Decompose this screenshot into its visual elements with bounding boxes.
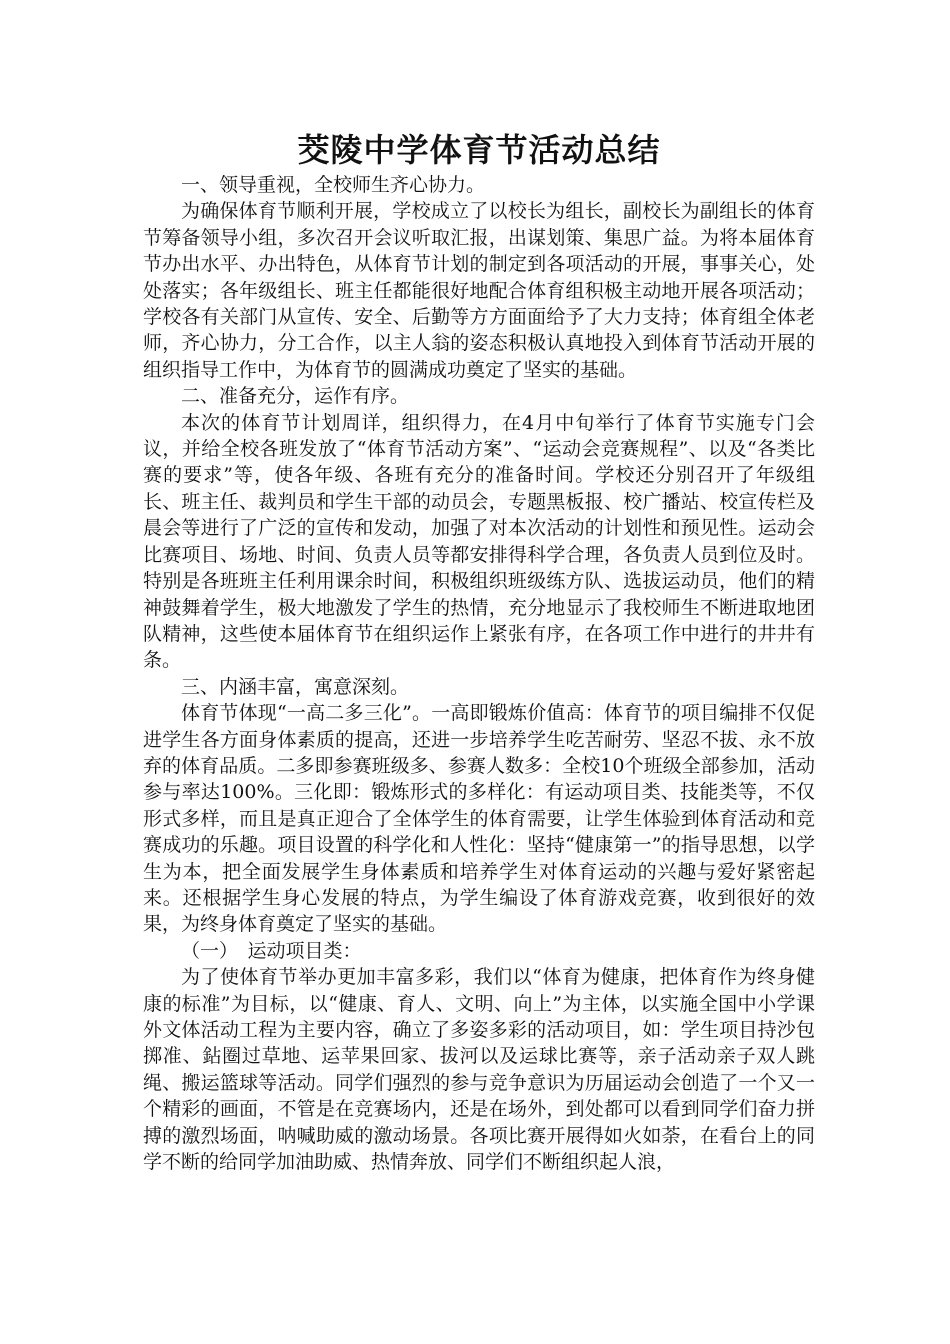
section-heading-3: 三、内涵丰富，寓意深刻。 (181, 675, 410, 698)
document-title: 茭陵中学体育节活动总结 (297, 131, 661, 169)
section-heading-1: 一、领导重视，全校师生齐心协力。 (181, 174, 486, 196)
section-heading-2: 二、准备充分，运作有序。 (181, 385, 410, 408)
paragraph-2: 本次的体育节计划周详，组织得力，在4月中旬举行了体育节实施专门会议，并给全校各班发放了“体育节活动方案”、“运动会竞赛规程”、以及“各类比赛的要求”等，使各年级、各班有充分的准备时间。学校还分别召开了年级组长、班主任、裁判员和学生干部的动员会，专题黑板报、校广播站、校宣传栏及晨会等进行了广泛的宣传和发动，加强了对本次活动的计划性和预见性。运动会比赛项目、场地、时间、负责人员等都安排得科学合理，各负责人员到位及时。特别是各班班主任利用课余时间，积极组织班级练方队、选拔运动员，他们的精神鼓舞着学生，极大地激发了学生的热情，充分地显示了我校师生不断进取地团队精神，这些使本届体育节在组织运作上紧张有序，在各项工作中进行的井井有条。 (143, 411, 815, 672)
paragraph-1: 为确保体育节顺利开展，学校成立了以校长为组长，副校长为副组长的体育节筹备领导小组，多次召开会议听取汇报，出谋划策、集思广益。为将本届体育节办出水平、办出特色，从体育节计划的制定到各项活动的开展，事事关心，处处落实；各年级组长、班主任都能很好地配合体育组积极主动地开展各项活动；学校各有关部门从宣传、安全、后勤等方方面面给予了大力支持；体育组全体老师，齐心协力，分工合作，以主人翁的姿态积极认真地投入到体育节活动开展的组织指导工作中，为体育节的圆满成功奠定了坚实的基础。 (143, 200, 815, 381)
paragraph-3: 体育节体现“一高二多三化”。一高即锻炼价值高：体育节的项目编排不仅促进学生各方面身体素质的提高，还进一步培养学生吃苦耐劳、坚忍不拔、永不放弃的体育品质。二多即参赛班级多、参赛人数多：全校10个班级全部参加，活动参与率达100%。三化即：锻炼形式的多样化：有运动项目类、技能类等，不仅形式多样，而且是真正迎合了全体学生的体育需要，让学生体验到体育活动和竞赛成功的乐趣。项目设置的科学化和人性化：坚持“健康第一”的指导思想，以学生为本，把全面发展学生身体素质和培养学生对体育运动的兴趣与爱好紧密起来。还根据学生身心发展的特点，为学生编设了体育游戏竞赛，收到很好的效果，为终身体育奠定了坚实的基础。 (143, 702, 815, 936)
subsection-heading-1: （一） 运动项目类： (181, 939, 362, 962)
document-page (143, 128, 815, 1175)
paragraph-4: 为了使体育节举办更加丰富多彩，我们以“体育为健康，把体育作为终身健康的标准”为目标，以“健康、育人、文明、向上”为主体，以实施全国中小学课外文体活动工程为主要内容，确立了多姿多彩的活动项目，如：学生项目持沙包掷准、鉆圈过草地、运苹果回家、拔河以及运球比赛等，亲子活动亲子双人跳绳、搬运篮球等活动。同学们强烈的参与竞争意识为历届运动会创造了一个又一个精彩的画面，不管是在竞赛场内，还是在场外，到处都可以看到同学们奋力拼搏的激烈场面，呐喊助威的激动场景。各项比赛开展得如火如荼，在看台上的同学不断的给同学加油助威、热情奔放、同学们不断组织起人浪， (143, 966, 815, 1174)
